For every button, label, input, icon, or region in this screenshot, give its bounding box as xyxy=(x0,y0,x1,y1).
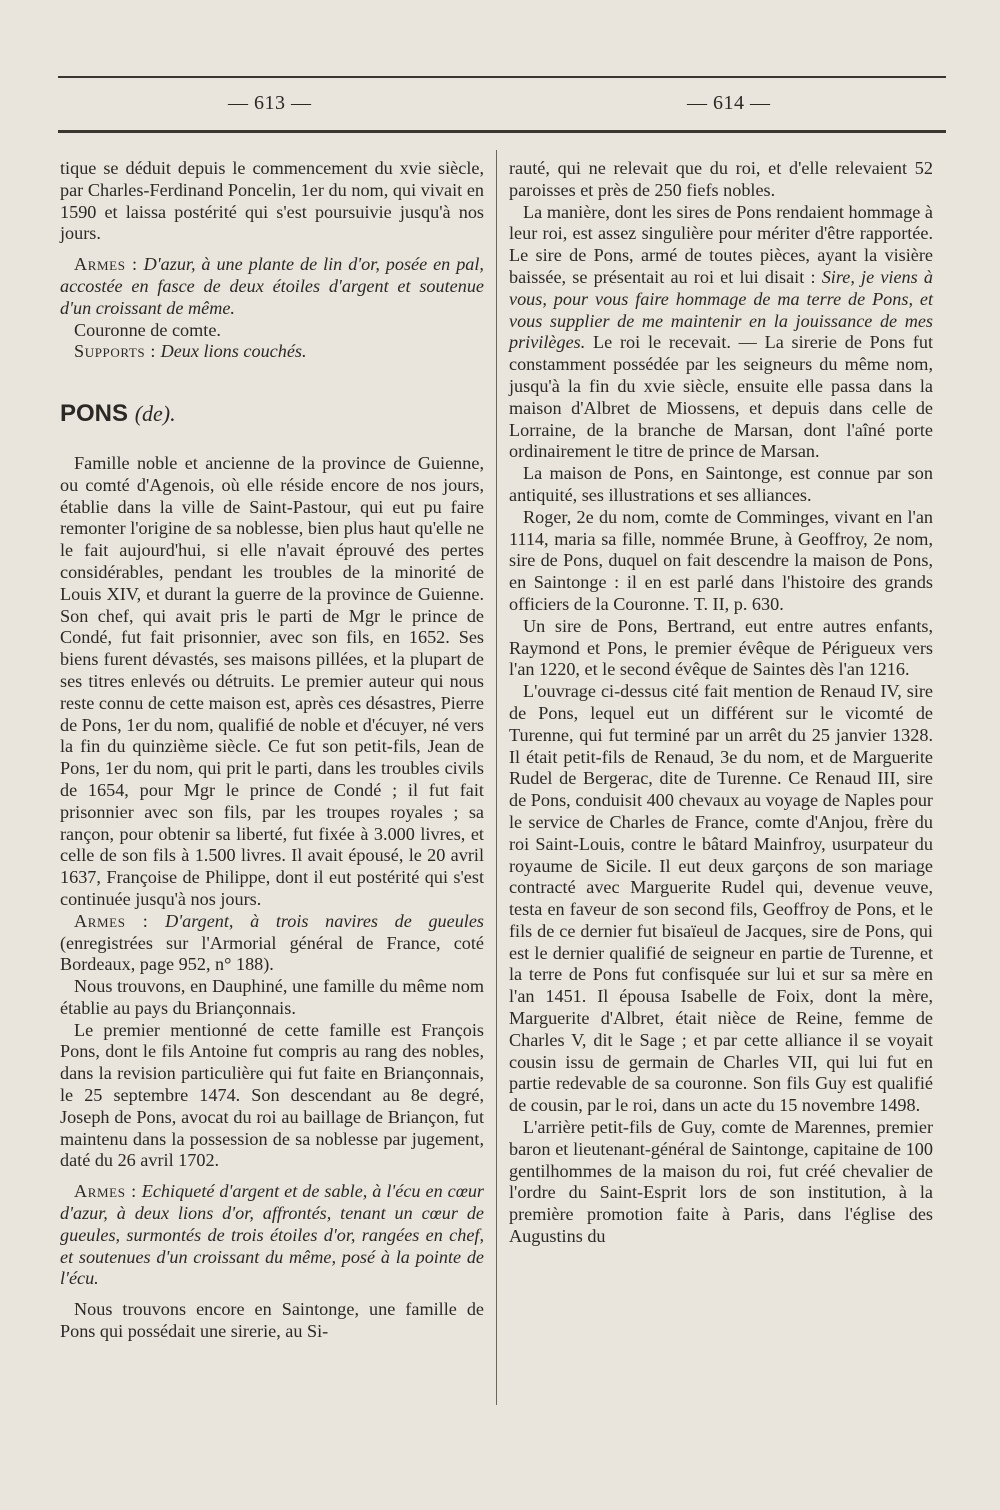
armes-paragraph-dauphine xyxy=(60,1181,484,1290)
dauphine-paragraph: Nous trouvons, en Dauphiné, une famille du même nom établie au pays du Briançonnais. xyxy=(60,976,484,1018)
hommage-paragraph: La manière, dont les sires de Pons rendaient hommage à leur roi, est assez singulière pour mériter d'être rapportée. Le sire de Pons, armé de toutes pièces, ayant la visière baissée, se présentait au roi et lui disait : Sire, je viens à vous, pour vous faire hommage de ma terre de Pons, et vous supplier de me maintenir en la jouissance de mes privilèges. Le roi le recevait. — La sirerie de Pons fut constamment possédée par les seigneurs du même nom, jusqu'à la fin du xvie siècle, ensuite elle passa dans la maison d'Albret de Miossens, et depuis dans celle de Lorraine, de la branche de Marsan, dont l'aîné porte ordinairement le titre de prince de Marsan. xyxy=(509,201,934,462)
header-top-rule xyxy=(58,76,946,78)
armes-label: Armes : xyxy=(74,910,149,931)
left-page-number: — 613 — xyxy=(228,92,312,114)
couronne-line: Couronne de comte. xyxy=(74,319,221,340)
right-column xyxy=(509,158,933,1248)
armes-label: Armes : xyxy=(74,254,138,275)
armes-blazon: D'argent, à trois navires de gueules xyxy=(165,910,485,931)
pons-guienne-paragraph: Famille noble et ancienne de la province de Guienne, ou comté d'Agenois, où elle réside encore de nos jours, établie dans la ville de Saint-Pastour, qui eut pu faire remonter l'origine de sa noblesse, bien plus haut qu'elle ne le fait aujourd'hui, si elle n'avait éprouvé des pertes considérables, pendant les troubles de la minorité de Louis XIV, et durant la guerre de la province de Guienne. Son chef, qui avait pris le parti de Mgr le prince de Condé, fut fait prisonnier, avec son fils, en 1652. Ses biens furent dévastés, ses maisons pillées, et la plupart de ses titres enlevés ou détruits. Le premier auteur qui nous reste connu de cette maison est, après ces désastres, Pierre de Pons, 1er du nom, qualifié de noble et d'écuyer, né vers la fin du quinzième siècle. Ce fut son petit-fils, Jean de Pons, 1er du nom, qui prit le parti, dans les troubles civils de 1654, pour Mgr le prince de Condé ; il fut fait prisonnier avec son fils, par les troupes royales ; sa rançon, pour obtenir sa liberté, fut fixée à 3.000 livres, et celle de son fils à 1.500 livres. Il avait épousé, le 20 avril 1637, Françoise de Philippe, dont il eut postérité qui s'est continuée jusqu'à nos jours. xyxy=(60,452,484,909)
armes-note: (enregistrées sur l'Armorial général de France, coté Bordeaux, page 952, n° 188). xyxy=(60,932,484,975)
guy-paragraph: L'arrière petit-fils de Guy, comte de Marennes, premier baron et lieutenant-général de Saintonge, capitaine de 100 gentilhommes de la maison du roi, fut créé chevalier de l'ordre du Saint-Esprit lors de son institution, à la première promotion faite à Paris, dans l'église des Augustins du xyxy=(509,1117,933,1247)
armes-blazon: Echiqueté d'argent et de sable, à l'écu en cœur d'azur, à deux lions d'or, affrontés, tenant un cœur de gueules, surmontés de trois étoiles d'or, rangées en chef, et soutenues d'un croissant du même, posé à la pointe de l'écu. xyxy=(60,1181,485,1289)
family-heading-particle: (de). xyxy=(134,401,176,427)
armes-blazon: D'azur, à une plante de lin d'or, posée en pal, accostée en fasce de deux étoiles d'argent et soutenue d'un croissant de même. xyxy=(60,254,484,318)
roger-paragraph: Roger, 2e du nom, comte de Comminges, vivant en l'an 1114, maria sa fille, nommée Brune, à Geoffroy, 2e nom, sire de Pons, duquel on fait descendre la maison de Pons, en Saintonge : il en est parlé dans l'histoire des grands officiers de la Couronne. T. II, p. 630. xyxy=(509,506,933,614)
saintonge-paragraph: La maison de Pons, en Saintonge, est connue par son antiquité, ses illustrations et ses alliances. xyxy=(509,463,933,505)
armes-label: Armes : xyxy=(74,1181,137,1202)
armes-paragraph-poncelin xyxy=(60,254,484,319)
saintonge-intro-paragraph: Nous trouvons encore en Saintonge, une famille de Pons qui possédait une sirerie, au Si- xyxy=(60,1299,484,1342)
continued-paragraph: rauté, qui ne relevait que du roi, et d'elle relevaient 52 paroisses et près de 250 fiefs nobles. xyxy=(509,158,933,200)
renaud-paragraph: L'ouvrage ci-dessus cité fait mention de Renaud IV, sire de Pons, lequel eut un différent sur le vicomté de Turenne, qui fut terminé par un arrêt du 25 janvier 1328. Il était petit-fils de Renaud, 3e du nom, et de Marguerite Rudel de Bergerac, dite de Turenne. Ce Renaud III, sire de Pons, conduisit 400 chevaux au voyage de Naples pour le service de Charles de France, comte d'Anjou, frère du roi Saint-Louis, contre le bâtard Mainfroy, usurpateur du royaume de Sicile. Il eut deux garçons de son mariage contracté avec Marguerite Rudel qui, devenue veuve, testa en faveur de son second fils, Geoffroy de Pons, et le fils de ce dernier fut bisaïeul de Jacques, sire de Pons, qui est le dernier qualifié de seigneur en partie de Turenne, et la terre de Pons fut confisquée sur lui et sur sa mère en l'an 1451. Il épousa Isabelle de Foix, dont la mère, Marguerite d'Albret, était nièce de Reine, femme de Charles V, dit le Sage ; et par cette alliance il se voyait cousin issu de germain de Charles VII, qui lui fut en partie redevable de sa couronne. Son fils Guy est qualifié de cousin, par le roi, dans un acte du 15 novembre 1498. xyxy=(509,681,933,1116)
family-heading xyxy=(60,400,484,428)
armes-paragraph-guienne xyxy=(60,911,484,976)
family-heading-name: PONS xyxy=(60,400,129,428)
supports-line xyxy=(60,341,484,363)
briançonnais-paragraph: Le premier mentionné de cette famille est François Pons, dont le fils Antoine fut compris au rang des nobles, dans la revision particulière qui fut faite en Briançonnais, le 25 septembre 1474. Son descendant au 8e degré, Joseph de Pons, avocat du roi au baillage de Briançon, fut maintenu dans la possession de sa noblesse par jugement, daté du 26 avril 1702. xyxy=(60,1019,484,1171)
supports-text: Deux lions couchés. xyxy=(160,341,307,362)
column-divider xyxy=(496,150,497,1405)
hommage-quote: Sire, je viens à vous, pour vous faire hommage de ma terre de Pons, et vous supplier de me maintenir en la jouissance de mes privilèges. xyxy=(509,266,933,353)
bertrand-paragraph: Un sire de Pons, Bertrand, eut entre autres enfants, Raymond et Pons, le premier évêque de Périgueux vers l'an 1220, et le second évêque de Saintes dès l'an 1216. xyxy=(509,615,933,680)
supports-label: Supports : xyxy=(74,341,157,362)
header-bottom-rule xyxy=(58,130,946,133)
continued-paragraph: tique se déduit depuis le commencement du xvie siècle, par Charles-Ferdinand Poncelin, 1er du nom, qui vivait en 1590 et laissa postérité qui s'est poursuivie jusqu'à nos jours. xyxy=(60,158,484,244)
left-column xyxy=(60,158,484,1343)
right-page-number: — 614 — xyxy=(687,92,771,114)
